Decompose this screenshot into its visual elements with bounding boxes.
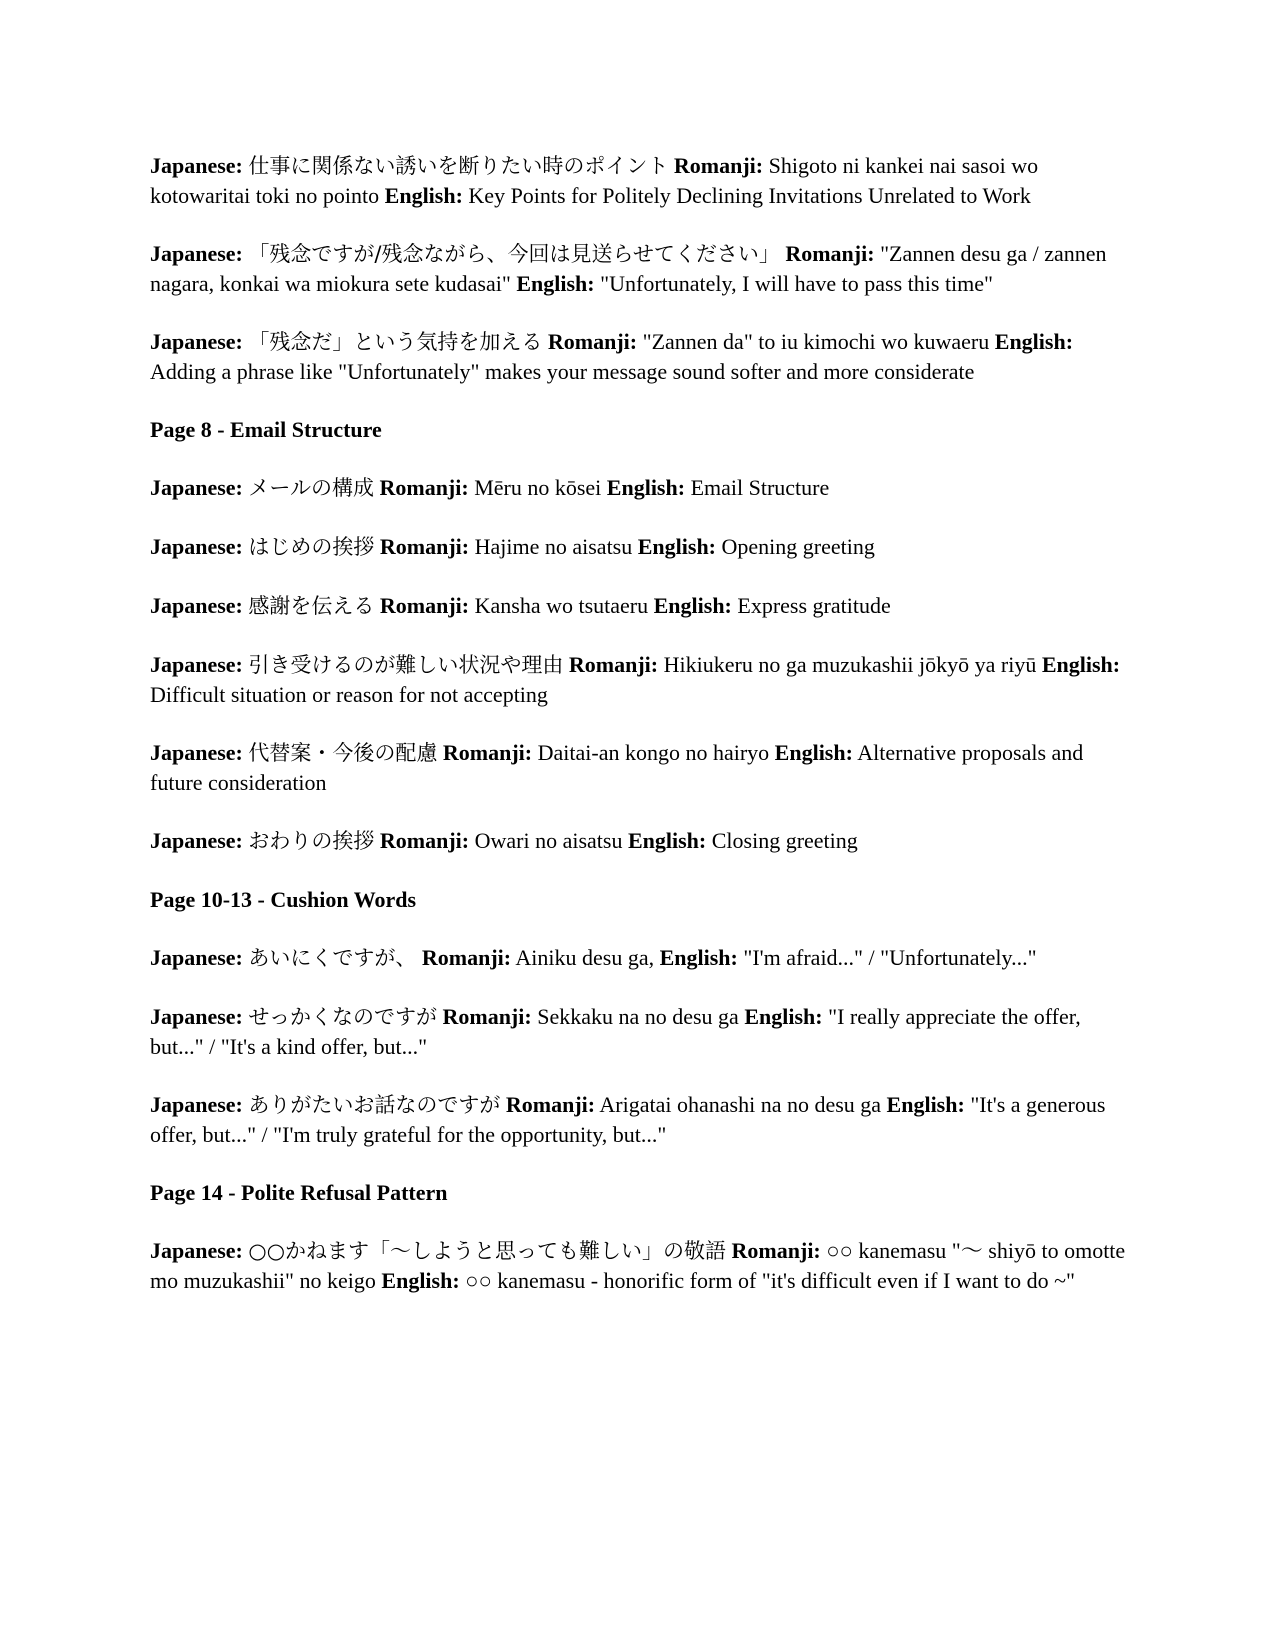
- romanji-label: Romanji:: [547, 329, 638, 354]
- japanese-label: Japanese:: [150, 475, 243, 500]
- english-label: English:: [384, 183, 463, 208]
- romanji-text: Owari no aisatsu: [474, 828, 623, 853]
- japanese-label: Japanese:: [150, 241, 243, 266]
- english-label: English:: [1041, 652, 1121, 677]
- english-text: "I really appreciate the offer, but..." / "It's a kind offer, but...": [150, 1004, 1081, 1059]
- japanese-label: Japanese:: [150, 828, 243, 853]
- entry-arigatai: [150, 1090, 1132, 1149]
- entry-alternative-proposals: [150, 738, 1132, 797]
- romanji-text: Sekkaku na no desu ga: [537, 1004, 739, 1029]
- section-heading-polite-refusal: Page 14 - Polite Refusal Pattern: [150, 1180, 448, 1205]
- entry-ainiku: [150, 943, 1132, 973]
- entry-kanemasu: [150, 1236, 1132, 1295]
- japanese-text: ○○かねます「〜しようと思っても難しい」の敬語: [248, 1239, 727, 1263]
- english-text: Opening greeting: [721, 534, 875, 559]
- romanji-label: Romanji:: [379, 828, 470, 853]
- japanese-text: はじめの挨拶: [248, 535, 375, 559]
- english-text: Key Points for Politely Declining Invitations Unrelated to Work: [468, 183, 1031, 208]
- japanese-label: Japanese:: [150, 740, 243, 765]
- japanese-text: ありがたいお話なのですが: [248, 1093, 501, 1117]
- romanji-text: "Zannen da" to iu kimochi wo kuwaeru: [642, 329, 990, 354]
- romanji-label: Romanji:: [379, 534, 470, 559]
- japanese-text: おわりの挨拶: [248, 829, 375, 853]
- entry-work-invitations: [150, 151, 1132, 210]
- romanji-text: Arigatai ohanashi na no desu ga: [599, 1092, 882, 1117]
- entry-zannen-da: [150, 327, 1132, 386]
- romanji-text: Kansha wo tsutaeru: [474, 593, 649, 618]
- english-label: English:: [516, 271, 595, 296]
- english-label: English:: [606, 475, 686, 500]
- romanji-text: Mēru no kōsei: [474, 475, 602, 500]
- entry-closing-greeting: [150, 826, 1132, 856]
- english-text: Difficult situation or reason for not accepting: [150, 682, 548, 707]
- japanese-text: 仕事に関係ない誘いを断りたい時のポイント: [248, 154, 669, 178]
- english-text: Email Structure: [690, 475, 830, 500]
- romanji-text: "Zannen desu ga / zannen nagara, konkai wa miokura sete kudasai": [150, 241, 1107, 296]
- japanese-label: Japanese:: [150, 534, 243, 559]
- japanese-label: Japanese:: [150, 329, 243, 354]
- romanji-label: Romanji:: [673, 153, 764, 178]
- japanese-text: 代替案・今後の配慮: [248, 741, 438, 765]
- japanese-label: Japanese:: [150, 1092, 243, 1117]
- romanji-text: Hikiukeru no ga muzukashii jōkyō ya riyū: [663, 652, 1037, 677]
- romanji-label: Romanji:: [421, 945, 512, 970]
- romanji-label: Romanji:: [379, 475, 469, 500]
- english-label: English:: [994, 329, 1074, 354]
- english-text: Adding a phrase like "Unfortunately" makes your message sound softer and more considerate: [150, 359, 975, 384]
- document-content: [150, 151, 1132, 1324]
- english-text: "Unfortunately, I will have to pass this time": [600, 271, 994, 296]
- japanese-label: Japanese:: [150, 153, 243, 178]
- japanese-label: Japanese:: [150, 1238, 243, 1263]
- romanji-text: Ainiku desu ga,: [515, 945, 655, 970]
- japanese-text: 引き受けるのが難しい状況や理由: [248, 653, 564, 677]
- japanese-text: 「残念だ」という気持を加える: [248, 330, 543, 354]
- japanese-text: 「残念ですが/残念ながら、今回は見送らせてください」: [248, 242, 780, 266]
- japanese-text: せっかくなのですが: [248, 1005, 437, 1029]
- entry-opening-greeting: [150, 532, 1132, 562]
- entry-sekkaku: [150, 1002, 1132, 1061]
- romanji-label: Romanji:: [505, 1092, 596, 1117]
- english-text: Closing greeting: [711, 828, 858, 853]
- japanese-text: 感謝を伝える: [248, 594, 375, 618]
- japanese-text: あいにくですが、: [248, 946, 417, 970]
- section-heading-cushion-words: Page 10-13 - Cushion Words: [150, 887, 417, 912]
- japanese-label: Japanese:: [150, 652, 243, 677]
- english-text: Express gratitude: [737, 593, 891, 618]
- romanji-label: Romanji:: [379, 593, 470, 618]
- english-label: English:: [744, 1004, 823, 1029]
- romanji-text: ○○ kanemasu "〜 shiyō to omotte mo muzukashii" no keigo: [150, 1238, 1126, 1293]
- english-label: English:: [886, 1092, 965, 1117]
- english-label: English:: [627, 828, 707, 853]
- english-text: "It's a generous offer, but..." / "I'm truly grateful for the opportunity, but...": [150, 1092, 1106, 1147]
- romanji-text: Daitai-an kongo no hairyo: [537, 740, 770, 765]
- section-heading-email-structure: Page 8 - Email Structure: [150, 417, 382, 442]
- entry-email-structure: [150, 473, 1132, 503]
- english-label: English:: [659, 945, 738, 970]
- entry-pass-this-time: [150, 239, 1132, 298]
- japanese-label: Japanese:: [150, 945, 243, 970]
- japanese-label: Japanese:: [150, 1004, 243, 1029]
- entry-difficult-situation: [150, 650, 1132, 709]
- english-label: English:: [653, 593, 732, 618]
- romanji-text: Hajime no aisatsu: [474, 534, 633, 559]
- english-label: English:: [637, 534, 717, 559]
- english-text: ○○ kanemasu - honorific form of "it's difficult even if I want to do ~": [465, 1268, 1076, 1293]
- romanji-label: Romanji:: [568, 652, 659, 677]
- romanji-label: Romanji:: [731, 1238, 821, 1263]
- japanese-label: Japanese:: [150, 593, 243, 618]
- romanji-label: Romanji:: [442, 1004, 532, 1029]
- romanji-label: Romanji:: [442, 740, 533, 765]
- english-label: English:: [381, 1268, 460, 1293]
- entry-express-gratitude: [150, 591, 1132, 621]
- romanji-text: Shigoto ni kankei nai sasoi wo kotowaritai toki no pointo: [150, 153, 1039, 208]
- romanji-label: Romanji:: [785, 241, 875, 266]
- english-text: Alternative proposals and future consideration: [150, 740, 1084, 795]
- japanese-text: メールの構成: [248, 476, 374, 500]
- english-label: English:: [774, 740, 853, 765]
- english-text: "I'm afraid..." / "Unfortunately...": [743, 945, 1037, 970]
